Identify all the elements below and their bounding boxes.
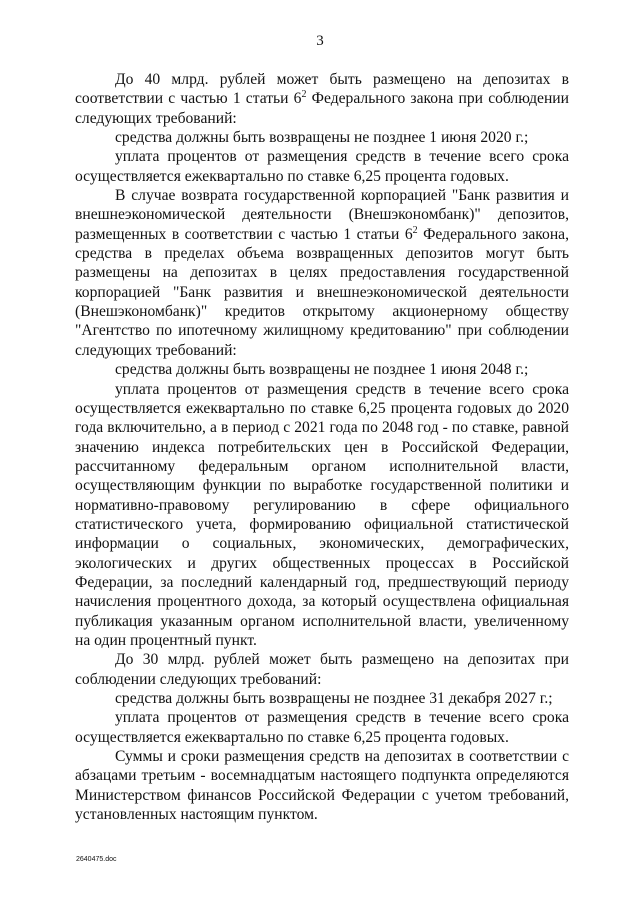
page-number: 3 (316, 33, 324, 49)
paragraph-text: Федерального закона, средства в пределах объема возвращенных депозитов могут быть размещены на депозитах в целях предоставления государственной корпорацией "Банк развития и внешнеэкономической деятельности (Внешэкономбанк)" кредитов открытому акционерному обществу "Агентство по ипотечному жилищному кредитованию" при соблюдении следующих требований: (75, 225, 570, 359)
paragraph-1 (75, 70, 569, 128)
paragraph-9: уплата процентов от размещения средств в течение всего срока осуществляется ежеквартально по ставке 6,25 процента годовых. (75, 709, 569, 746)
paragraph-4 (75, 186, 569, 360)
paragraph-text: Федерального закона при соблюдении следующих требований: (75, 90, 569, 127)
paragraph-text: В случае возврата государственной корпорацией "Банк развития и внешнеэкономической деятельности (Внешэкономбанк)" депозитов, размещенных в соответствии с частью 1 статьи 6 (75, 187, 569, 243)
paragraph-7: До 30 млрд. рублей может быть размещено на депозитах при соблюдении следующих требований: (75, 651, 569, 688)
paragraph-text: До 40 млрд. рублей может быть размещено на депозитах в соответствии с частью 1 статьи 6 (75, 71, 569, 108)
paragraph-10: Суммы и сроки размещения средств на депозитах в соответствии с абзацами третьим - восемнадцатым настоящего подпункта определяются Министерством финансов Российской Федерации с учетом требований, установленных настоящим пунктом. (75, 748, 569, 824)
paragraph-2: средства должны быть возвращены не позднее 1 июня 2020 г.; (115, 129, 529, 147)
paragraph-5: средства должны быть возвращены не позднее 1 июня 2048 г.; (115, 361, 529, 379)
superscript: 2 (412, 224, 418, 236)
paragraph-3: уплата процентов от размещения средств в течение всего срока осуществляется ежеквартально по ставке 6,25 процента годовых. (75, 148, 569, 185)
file-name-footer: 2640475.doc (76, 856, 117, 863)
document-body (75, 70, 569, 824)
superscript: 2 (301, 89, 307, 101)
paragraph-6: уплата процентов от размещения средств в течение всего срока осуществляется ежеквартально по ставке 6,25 процента годовых до 2020 года включительно, а в период с 2021 года по 2048 год - по ставке, равной значению индекса потребительских цен в Российской Федерации, рассчитанному федеральным органом исполнительной власти, осуществляющим функции по выработке государственной политики и нормативно-правовому регулированию в сфере официального статистического учета, формированию официальной статистической информации о социальных, экономических, демографических, экологических и других общественных процессах в Российской Федерации, за последний календарный год, предшествующий периоду начисления процентного дохода, за который осуществлена официальная публикация указанным органом исполнительной власти, увеличенному на один процентный пункт. (75, 380, 569, 649)
paragraph-8: средства должны быть возвращены не позднее 31 декабря 2027 г.; (115, 690, 553, 707)
